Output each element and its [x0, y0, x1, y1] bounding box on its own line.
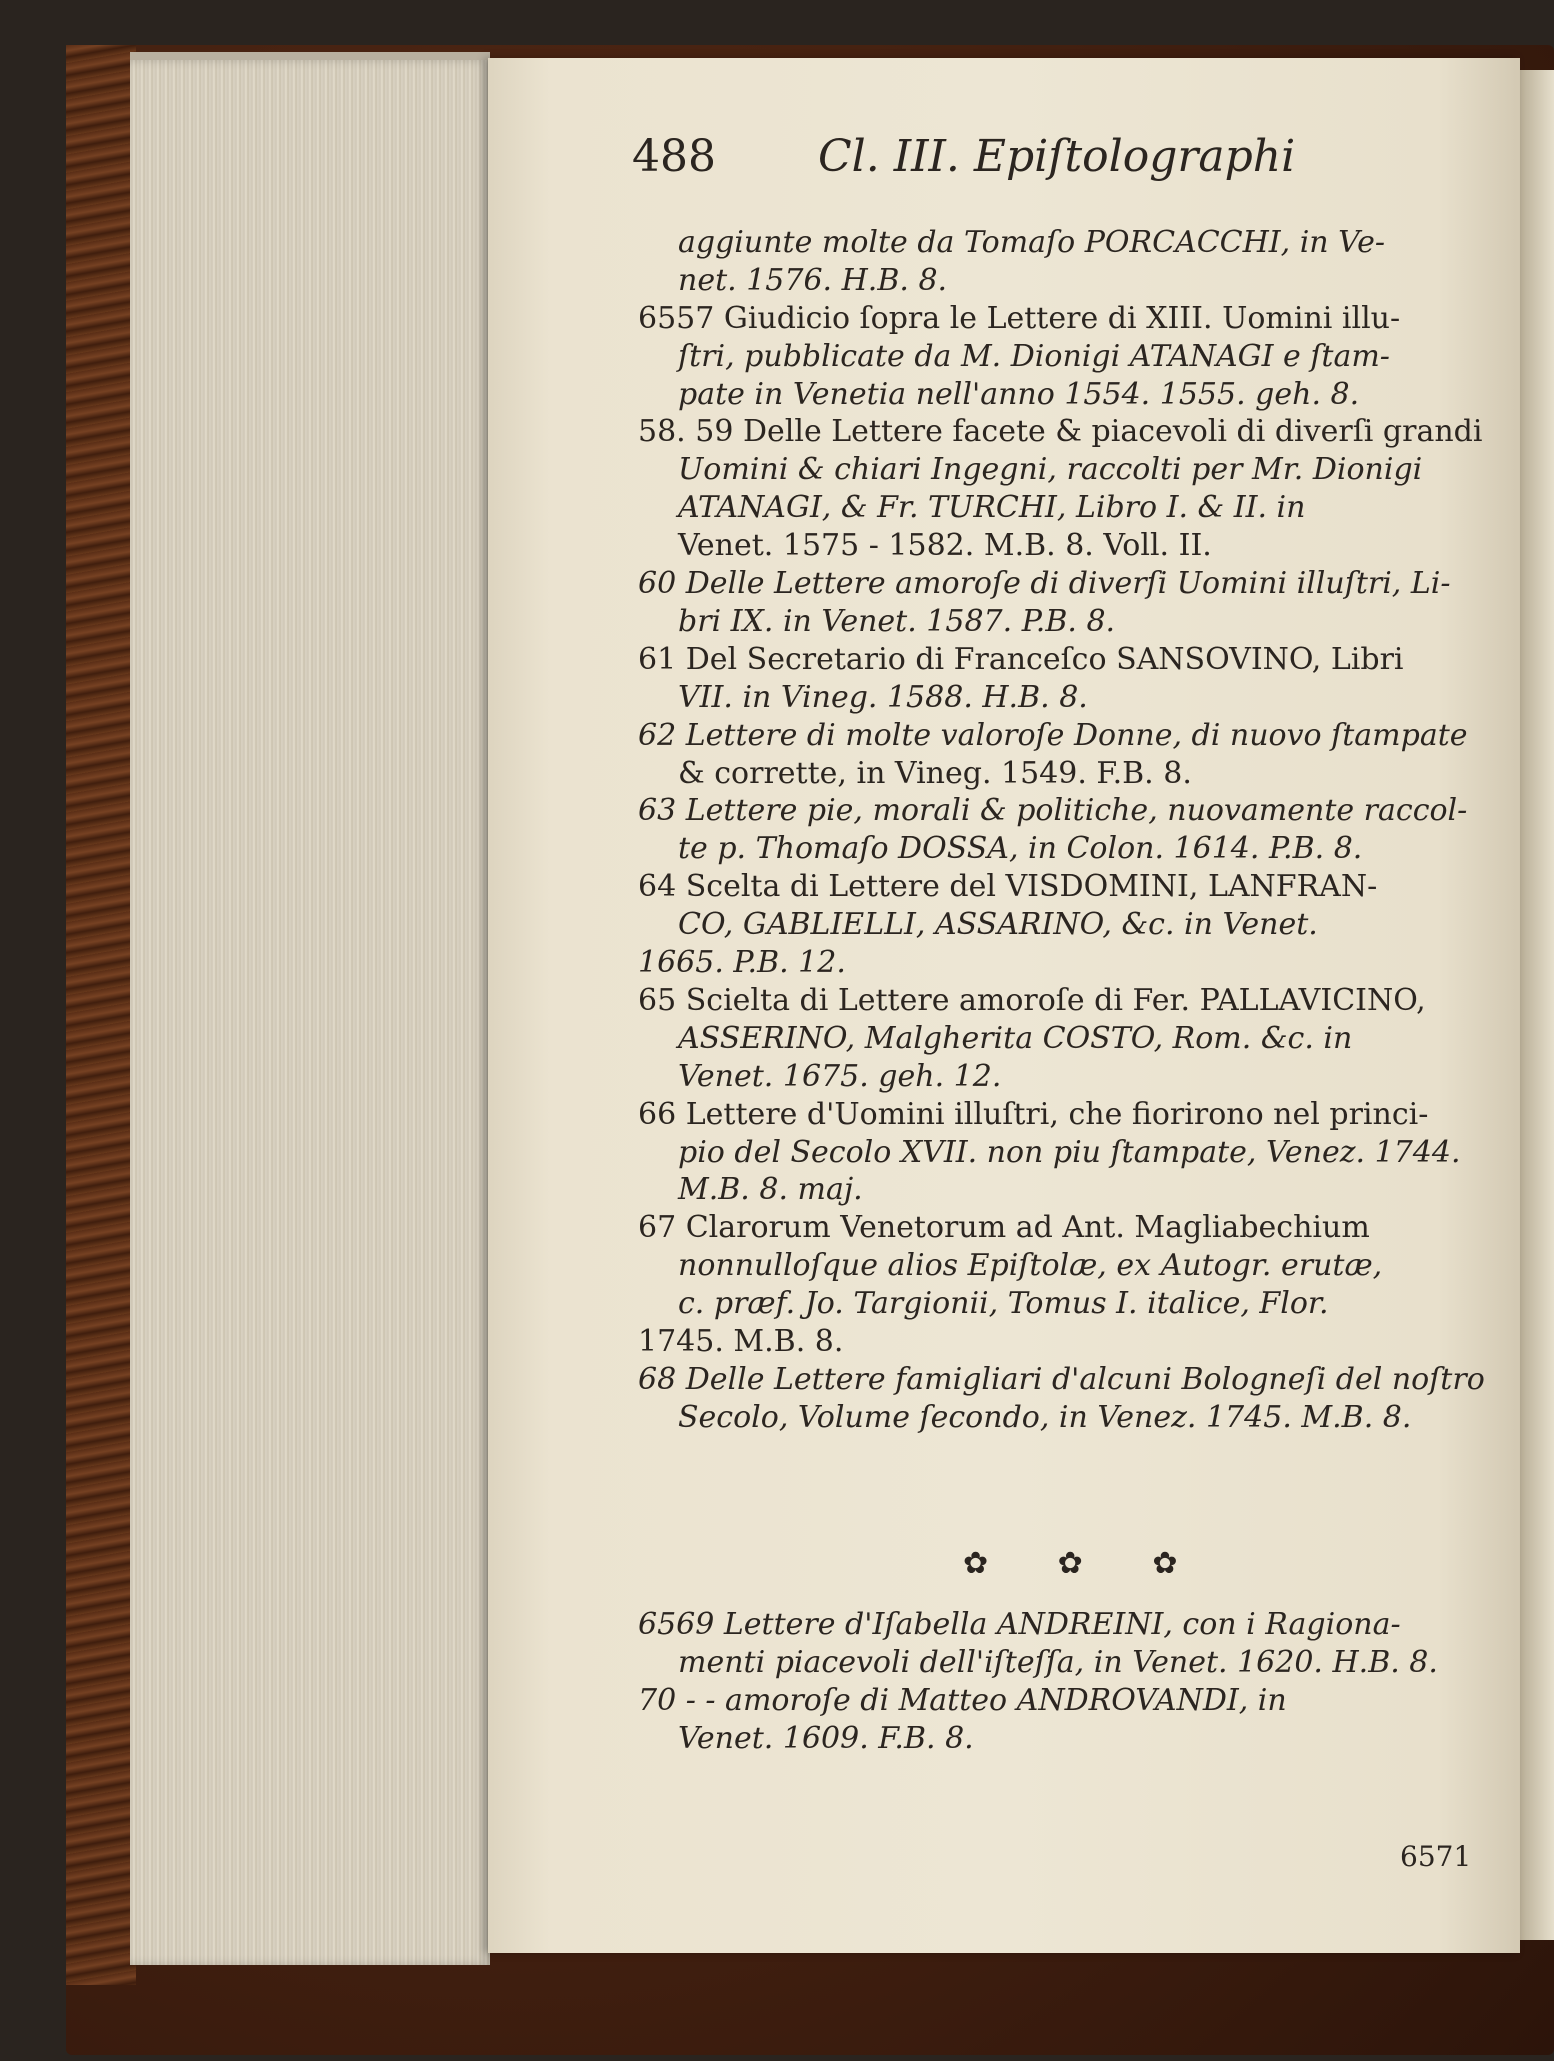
text-line: 6569 Lettere d'Iſabella ANDREINI, con i Ragiona-: [638, 1607, 1401, 1642]
text-line: 60 Delle Lettere amoroſe di diverſi Uomini illuſtri, Li-: [638, 566, 1451, 601]
ornament-divider: ✿ ✿ ✿: [963, 1546, 1208, 1581]
page-number: 488: [632, 131, 716, 182]
text-line: VII. in Vineg. 1588. H.B. 8.: [678, 680, 1088, 715]
text-line: 65 Scielta di Lettere amoroſe di Fer. PALLAVICINO,: [638, 983, 1426, 1018]
text-line: 1665. P.B. 12.: [638, 945, 846, 980]
next-page-edge: [1516, 70, 1554, 1940]
text-line: 64 Scelta di Lettere del VISDOMINI, LANFRAN-: [638, 869, 1378, 904]
text-line: CO, GABLIELLI, ASSARINO, &c. in Venet.: [678, 907, 1318, 942]
text-line: ASSERINO, Malgherita COSTO, Rom. &c. in: [678, 1021, 1353, 1056]
text-line: M.B. 8. maj.: [678, 1172, 863, 1207]
text-line: 6557 Giudicio ſopra le Lettere di XIII. Uomini illu-: [638, 301, 1401, 336]
text-line: pate in Venetia nell'anno 1554. 1555. geh. 8.: [678, 377, 1360, 412]
text-line: 63 Lettere pie, morali & politiche, nuovamente raccol-: [638, 793, 1468, 828]
book-page: [488, 58, 1520, 1953]
text-line: Venet. 1675. geh. 12.: [678, 1059, 1002, 1094]
text-line: ATANAGI, & Fr. TURCHI, Libro I. & II. in: [678, 490, 1306, 525]
text-line: nonnulloſque alios Epiſtolæ, ex Autogr. erutæ,: [678, 1248, 1383, 1283]
text-line: 66 Lettere d'Uomini illuſtri, che fiorirono nel princi-: [638, 1097, 1429, 1132]
text-line: 68 Delle Lettere famigliari d'alcuni Bologneſi del noſtro: [638, 1362, 1485, 1397]
text-line: Secolo, Volume ſecondo, in Venez. 1745. M.B. 8.: [678, 1400, 1412, 1435]
text-line: 62 Lettere di molte valoroſe Donne, di nuovo ſtampate: [638, 718, 1468, 753]
text-line: 61 Del Secretario di Franceſco SANSOVINO, Libri: [638, 642, 1404, 677]
catchword: 6571: [1400, 1840, 1472, 1873]
text-line: te p. Thomaſo DOSSA, in Colon. 1614. P.B. 8.: [678, 831, 1363, 866]
text-line: Uomini & chiari Ingegni, raccolti per Mr. Dionigi: [678, 452, 1423, 487]
text-line: 70 - - amoroſe di Matteo ANDROVANDI, in: [638, 1683, 1287, 1718]
text-line: Venet. 1575 - 1582. M.B. 8. Voll. II.: [678, 528, 1212, 563]
cover-leather-edge: [66, 45, 136, 1985]
text-line: Venet. 1609. F.B. 8.: [678, 1721, 974, 1756]
text-line: pio del Secolo XVII. non piu ſtampate, Venez. 1744.: [678, 1135, 1461, 1170]
text-line: & corrette, in Vineg. 1549. F.B. 8.: [678, 756, 1192, 791]
text-line: c. præf. Jo. Targionii, Tomus I. italice, Flor.: [678, 1286, 1329, 1321]
page-block-edges: [130, 60, 490, 1965]
text-line: ſtri, pubblicate da M. Dionigi ATANAGI e ſtam-: [678, 339, 1390, 374]
text-line: bri IX. in Venet. 1587. P.B. 8.: [678, 604, 1116, 639]
text-line: menti piacevoli dell'iſteſſa, in Venet. 1620. H.B. 8.: [678, 1645, 1438, 1680]
text-line: 58. 59 Delle Lettere facete & piacevoli di diverſi grandi: [638, 414, 1483, 449]
page-title: Cl. III. Epiſtolographi: [818, 131, 1296, 182]
text-line: net. 1576. H.B. 8.: [678, 263, 948, 298]
text-line: 67 Clarorum Venetorum ad Ant. Magliabechium: [638, 1210, 1370, 1245]
text-line: 1745. M.B. 8.: [638, 1324, 844, 1359]
text-line: aggiunte molte da Tomaſo PORCACCHI, in Ve-: [678, 225, 1385, 260]
